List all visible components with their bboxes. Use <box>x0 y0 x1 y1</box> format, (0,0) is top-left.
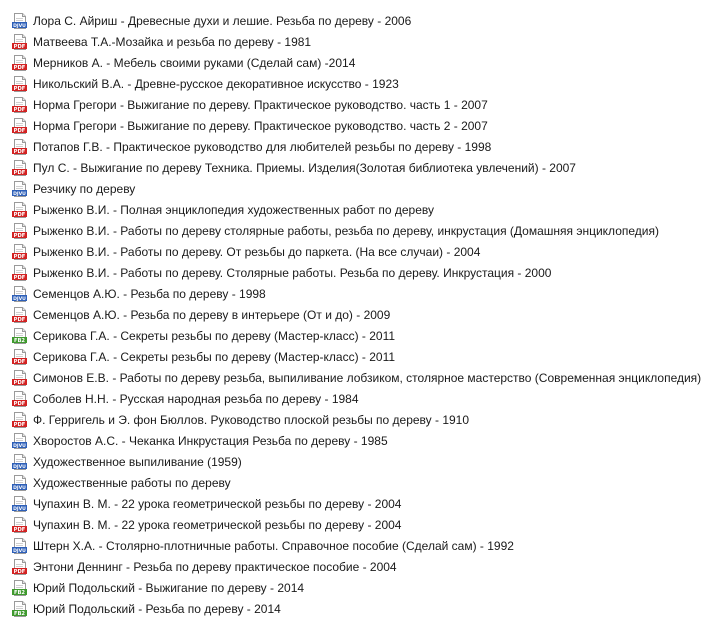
pdf-file-icon <box>12 139 28 155</box>
djvu-file-icon <box>12 454 28 470</box>
file-name: Чупахин В. М. - 22 урока геометрической резьбы по дереву - 2004 <box>33 496 402 511</box>
file-list-item[interactable] <box>0 514 621 535</box>
file-name: Энтони Деннинг - Резьба по дереву практическое пособие - 2004 <box>33 559 397 574</box>
file-name: Ф. Герригель и Э. фон Бюллов. Руководство плоской резьбы по дереву - 1910 <box>33 412 470 427</box>
pdf-file-icon <box>12 307 28 323</box>
file-list-item[interactable] <box>0 31 621 52</box>
file-name: Серикова Г.А. - Секреты резьбы по дереву (Мастер-класс) - 2011 <box>33 349 396 364</box>
file-name: Соболев Н.Н. - Русская народная резьба по дереву - 1984 <box>33 391 359 406</box>
file-type-label: PDF <box>13 106 26 113</box>
file-list-item[interactable] <box>0 115 621 136</box>
file-list-item[interactable] <box>0 388 621 409</box>
djvu-file-icon <box>12 286 28 302</box>
pdf-file-icon <box>12 349 28 365</box>
file-name: Юрий Подольский - Резьба по дереву - 2014 <box>33 601 281 616</box>
file-name: Рыженко В.И. - Полная энциклопедия художественных работ по дереву <box>33 202 435 217</box>
pdf-file-icon <box>12 34 28 50</box>
file-name: Семенцов А.Ю. - Резьба по дереву в интерьере (От и до) - 2009 <box>33 307 391 322</box>
file-type-label: DJVU <box>13 296 26 302</box>
file-list-item[interactable] <box>0 472 621 493</box>
file-list-item[interactable] <box>0 262 621 283</box>
djvu-file-icon <box>12 475 28 491</box>
file-name: Семенцов А.Ю. - Резьба по дереву - 1998 <box>33 286 266 301</box>
file-type-label: PDF <box>13 64 26 71</box>
file-list-item[interactable] <box>0 73 621 94</box>
djvu-file-icon <box>12 13 28 29</box>
file-type-label: PDF <box>13 43 26 50</box>
file-type-label: PDF <box>13 274 26 281</box>
file-list-item[interactable] <box>0 430 621 451</box>
file-name: Никольский В.А. - Древне-русское декоративное искусство - 1923 <box>33 76 399 91</box>
file-name: Чупахин В. М. - 22 урока геометрической резьбы по дереву - 2004 <box>33 517 402 532</box>
fb2-file-icon <box>12 328 28 344</box>
file-name: Штерн Х.А. - Столярно-плотничные работы. Справочное пособие (Сделай сам) - 1992 <box>33 538 514 553</box>
file-type-label: DJVU <box>13 191 26 197</box>
djvu-file-icon <box>12 433 28 449</box>
file-type-label: PDF <box>13 127 26 134</box>
file-type-label: PDF <box>13 526 26 533</box>
file-list-item[interactable] <box>0 199 621 220</box>
file-type-label: PDF <box>13 568 26 575</box>
file-name: Лора С. Айриш - Древесные духи и лешие. Резьба по дереву - 2006 <box>33 13 412 28</box>
file-list-item[interactable] <box>0 493 621 514</box>
file-list-item[interactable] <box>0 367 701 388</box>
file-list <box>0 10 701 619</box>
file-list-item[interactable] <box>0 94 621 115</box>
file-type-label: DJVU <box>13 464 26 470</box>
file-type-label: FB2 <box>13 610 26 617</box>
file-list-item[interactable] <box>0 283 621 304</box>
file-type-label: PDF <box>13 148 26 155</box>
file-type-label: DJVU <box>13 23 26 29</box>
djvu-file-icon <box>12 496 28 512</box>
file-list-item[interactable] <box>0 346 621 367</box>
file-type-label: DJVU <box>13 443 26 449</box>
file-name: Хворостов А.С. - Чеканка Инкрустация Резьба по дереву - 1985 <box>33 433 388 448</box>
file-list-item[interactable] <box>0 451 621 472</box>
file-name: Рыженко В.И. - Работы по дереву. Столярные работы. Резьба по дереву. Инкрустация - 2000 <box>33 265 552 280</box>
pdf-file-icon <box>12 370 28 386</box>
file-name: Художественное выпиливание (1959) <box>33 454 242 469</box>
file-type-label: PDF <box>13 253 26 260</box>
file-list-item[interactable] <box>0 304 621 325</box>
file-name: Пул С. - Выжигание по дереву Техника. Приемы. Изделия(Золотая библиотека увлечений) - 2007 <box>33 160 576 175</box>
file-list-item[interactable] <box>0 535 621 556</box>
file-list-item[interactable] <box>0 10 621 31</box>
file-type-label: DJVU <box>13 506 26 512</box>
pdf-file-icon <box>12 202 28 218</box>
file-name: Мерников А. - Мебель своими руками (Сделай сам) -2014 <box>33 55 356 70</box>
file-list-item[interactable] <box>0 577 621 598</box>
pdf-file-icon <box>12 244 28 260</box>
file-list-item[interactable] <box>0 241 621 262</box>
fb2-file-icon <box>12 601 28 617</box>
file-type-label: PDF <box>13 379 26 386</box>
file-list-item[interactable] <box>0 409 621 430</box>
file-name: Норма Грегори - Выжигание по дереву. Практическое руководство. часть 2 - 2007 <box>33 118 488 133</box>
file-type-label: PDF <box>13 232 26 239</box>
file-list-item[interactable] <box>0 556 621 577</box>
file-list-item[interactable] <box>0 220 659 241</box>
file-name: Резчику по дереву <box>33 181 136 196</box>
file-name: Норма Грегори - Выжигание по дереву. Практическое руководство. часть 1 - 2007 <box>33 97 488 112</box>
file-name: Матвеева Т.А.-Мозайка и резьба по дереву - 1981 <box>33 34 312 49</box>
pdf-file-icon <box>12 391 28 407</box>
file-type-label: PDF <box>13 211 26 218</box>
file-type-label: PDF <box>13 169 26 176</box>
djvu-file-icon <box>12 181 28 197</box>
file-name: Серикова Г.А. - Секреты резьбы по дереву (Мастер-класс) - 2011 <box>33 328 396 343</box>
file-type-label: PDF <box>13 316 26 323</box>
file-type-label: FB2 <box>13 589 26 596</box>
file-name: Симонов Е.В. - Работы по дереву резьба, выпиливание лобзиком, столярное мастерство (Современная энциклопедия) <box>33 370 701 385</box>
file-type-label: DJVU <box>13 548 26 554</box>
file-name: Рыженко В.И. - Работы по дереву столярные работы, резьба по дереву, инкрустация (Домашняя энциклопедия) <box>33 223 659 238</box>
pdf-file-icon <box>12 76 28 92</box>
file-type-label: PDF <box>13 421 26 428</box>
file-name: Юрий Подольский - Выжигание по дереву - 2014 <box>33 580 305 595</box>
file-type-label: PDF <box>13 85 26 92</box>
pdf-file-icon <box>12 412 28 428</box>
file-list-item[interactable] <box>0 325 621 346</box>
pdf-file-icon <box>12 559 28 575</box>
file-list-item[interactable] <box>0 52 621 73</box>
pdf-file-icon <box>12 55 28 71</box>
djvu-file-icon <box>12 538 28 554</box>
pdf-file-icon <box>12 265 28 281</box>
file-type-label: PDF <box>13 400 26 407</box>
file-name: Рыженко В.И. - Работы по дереву. От резьбы до паркета. (На все случаи) - 2004 <box>33 244 481 259</box>
pdf-file-icon <box>12 517 28 533</box>
file-list-item[interactable] <box>0 178 621 199</box>
file-list-item[interactable] <box>0 598 621 619</box>
file-type-label: FB2 <box>13 337 26 344</box>
pdf-file-icon <box>12 160 28 176</box>
file-name: Потапов Г.В. - Практическое руководство для любителей резьбы по дереву - 1998 <box>33 139 492 154</box>
pdf-file-icon <box>12 223 28 239</box>
pdf-file-icon <box>12 97 28 113</box>
file-type-label: DJVU <box>13 485 26 491</box>
fb2-file-icon <box>12 580 28 596</box>
file-list-item[interactable] <box>0 136 621 157</box>
file-type-label: PDF <box>13 358 26 365</box>
pdf-file-icon <box>12 118 28 134</box>
file-name: Художественные работы по дереву <box>33 475 231 490</box>
file-list-item[interactable] <box>0 157 621 178</box>
